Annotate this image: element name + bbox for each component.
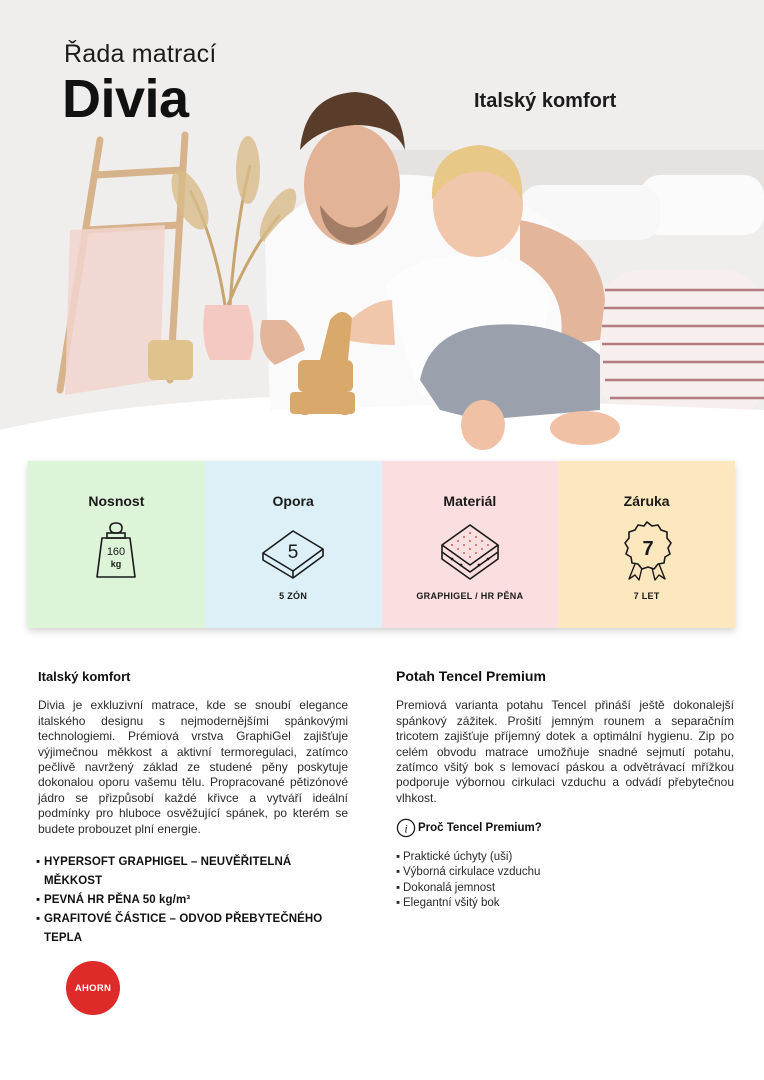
bullet-icon: ▪ (396, 851, 401, 864)
left-column (38, 669, 348, 948)
bullet-icon: ▪ (36, 856, 41, 869)
material-layers-icon (434, 519, 506, 583)
why-title: Proč Tencel Premium? (418, 821, 542, 834)
feature-strip (28, 461, 735, 628)
zones-count: 5 (287, 542, 299, 563)
bullet-icon: ▪ (36, 894, 41, 907)
bullet-item: ▪ GRAFITOVÉ ČÁSTICE – ODVOD PŘEBYTEČNÉHO TEPLA (38, 910, 348, 948)
feature-title: Nosnost (88, 493, 145, 509)
benefit-item: ▪ Praktické úchyty (uši) (396, 850, 734, 865)
right-heading: Potah Tencel Premium (396, 668, 546, 684)
feature-title: Záruka (623, 493, 670, 509)
bullet-item: ▪ HYPERSOFT GRAPHIGEL – NEUVĚŘITELNÁ MĚKKOST (38, 853, 348, 891)
right-body: Premiová varianta potahu Tencel přináší ještě dokonalejší spánkový zážitek. Prošití jemným rounem a separačním tricotem zajišťuje příjemný dotek a optimální hygienu. Zip po celém obvodu matrace umožňuje snadné sejmutí potahu, zatímco všitý bok s lemovací páskou a odvětrávací mřížkou podporuje výbornou cirkulaci vzduchu a odvádí přebytečnou vlhkost. (396, 698, 734, 805)
feature-warranty (558, 461, 735, 628)
bullet-icon: ▪ (396, 896, 401, 909)
benefit-item: ▪ Elegantní všitý bok (396, 896, 734, 911)
feature-value: 5 ZÓN (279, 591, 308, 601)
feature-value: 7 LET (633, 591, 660, 601)
hero-tagline: Italský komfort (474, 90, 617, 112)
logo-text: AHORN (74, 982, 112, 994)
feature-bullets (38, 853, 348, 948)
feature-value: GRAPHIGEL / HR PĚNA (416, 591, 524, 601)
left-heading: Italský komfort (38, 669, 131, 684)
ahorn-logo (66, 961, 120, 1015)
weight-unit: kg (111, 559, 122, 569)
weight-icon (80, 519, 152, 583)
weight-value: 160 (107, 546, 126, 558)
left-body: Divia je exkluzivní matrace, kde se snoubí elegance italského designu s nejmodernějšími spánkovými technologiemi. Prémiová vrstva GraphiGel zajišťuje výjimečnou měkkost a aktivní termoregulaci, zatímco pečlivě navržený základ ze studené pěny poskytuje dokonalou oporu vašemu tělu. Propracované pětizónové jádro se přizpůsobí každé křivce a vytváří ideální podmínky pro hluboce osvěžující spánek, po kterém se budete probouzet plní energie. (38, 698, 348, 836)
series-label: Řada matrací (64, 40, 217, 68)
feature-title: Opora (272, 493, 314, 509)
bullet-item: ▪ PEVNÁ HR PĚNA 50 kg/m³ (38, 891, 348, 910)
product-name: Divia (62, 69, 189, 129)
benefits-list (396, 850, 734, 911)
feature-capacity (28, 461, 205, 628)
warranty-years: 7 (642, 538, 654, 560)
feature-material (382, 461, 559, 628)
bullet-icon: ▪ (36, 913, 41, 926)
hero-section (0, 0, 764, 520)
warranty-badge-icon (611, 519, 683, 583)
feature-support (205, 461, 382, 628)
bullet-icon: ▪ (396, 866, 401, 879)
bullet-icon: ▪ (396, 881, 401, 894)
svg-text:i: i (404, 821, 408, 836)
info-icon (396, 818, 416, 838)
right-column (396, 669, 734, 911)
why-tencel (396, 818, 734, 838)
zones-mattress-icon (257, 519, 329, 583)
benefit-item: ▪ Výborná cirkulace vzduchu (396, 865, 734, 880)
feature-title: Materiál (443, 493, 497, 509)
benefit-item: ▪ Dokonalá jemnost (396, 881, 734, 896)
